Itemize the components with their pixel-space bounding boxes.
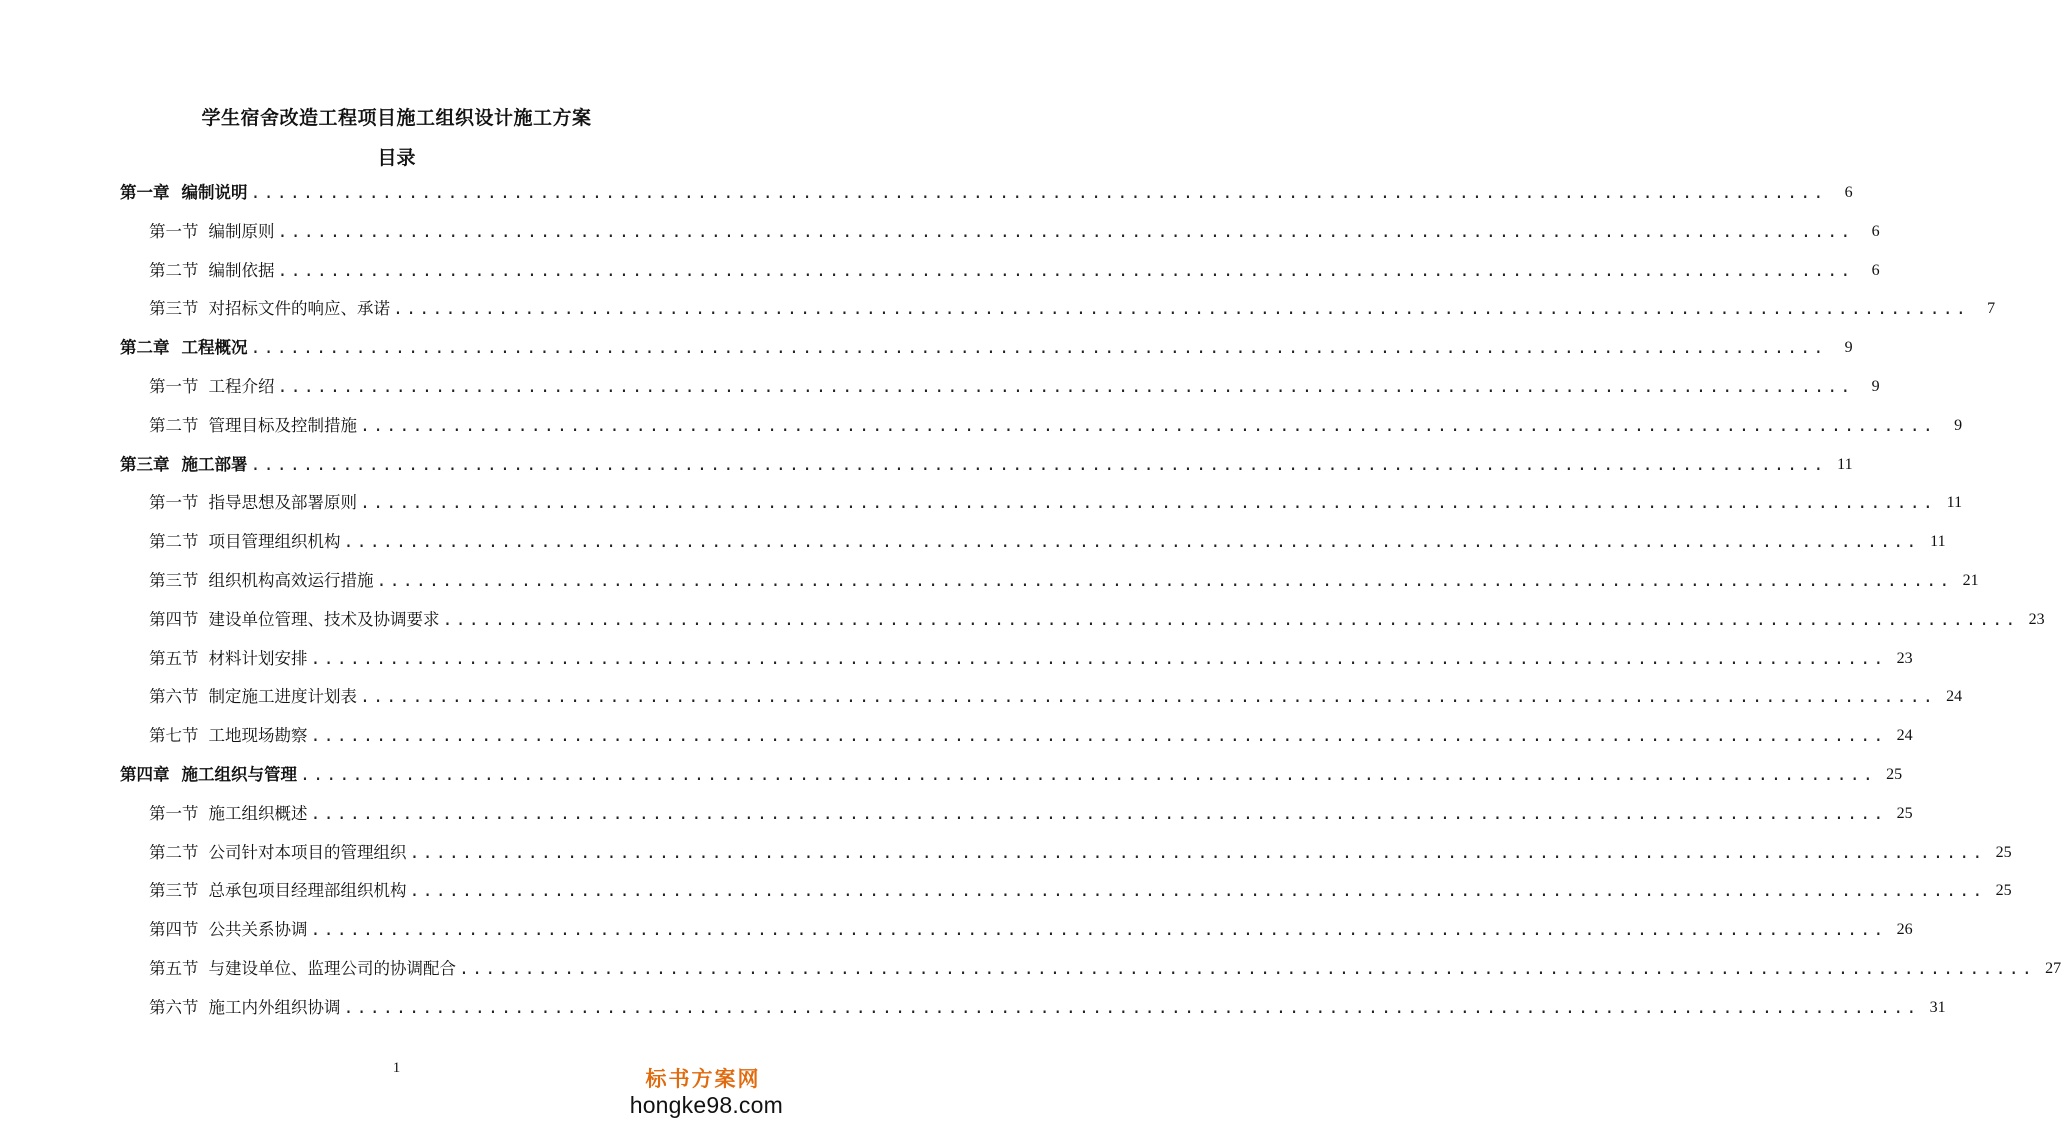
- toc-entry-page: 23: [1896, 649, 1913, 667]
- toc-entry-number: 第四节: [149, 609, 199, 629]
- toc-heading: 目录: [377, 147, 416, 169]
- toc-dot-leader: ........................................................................................................................: [310, 920, 1887, 940]
- toc-dot-leader: ........................................................................................................................: [277, 221, 1854, 241]
- toc-chapter-row: [120, 760, 1903, 790]
- toc-entry-label: 施工组织概述: [208, 803, 308, 823]
- toc-dot-leader: ........................................................................................................................: [277, 377, 1854, 396]
- toc-entry-page: 9: [1844, 339, 1853, 357]
- toc-dot-leader: ........................................................................................................................: [310, 726, 1887, 746]
- toc-entry-number: 第二章: [120, 338, 170, 358]
- toc-dot-leader: ........................................................................................................................: [250, 454, 1827, 474]
- toc-entry-number: 第二节: [149, 415, 199, 435]
- toc-entry-page: 27: [2045, 960, 2061, 977]
- toc-section-row: [149, 294, 1996, 324]
- toc-entry-page: 24: [1896, 727, 1913, 745]
- toc-section-row: [149, 644, 1913, 674]
- toc-entry-label: 工地现场勘察: [208, 726, 308, 746]
- toc-section-row: [149, 566, 1979, 596]
- toc-dot-leader: ........................................................................................................................: [409, 842, 1986, 862]
- toc-entry-label: 对招标文件的响应、承诺: [208, 299, 390, 319]
- toc-dot-leader: ........................................................................................................................: [360, 493, 1937, 513]
- toc-entry-label: 编制原则: [208, 221, 275, 241]
- toc-section-row: [149, 838, 2012, 868]
- toc-entry-number: 第四章: [120, 765, 170, 784]
- toc-entry-page: 25: [1995, 843, 2012, 861]
- toc-entry-label: 施工内外组织协调: [208, 997, 341, 1017]
- toc-entry-number: 第三章: [120, 454, 170, 474]
- toc-entry-label: 编制说明: [181, 183, 248, 202]
- toc-dot-leader: ........................................................................................................................: [360, 415, 1937, 435]
- toc-entry-number: 第一节: [149, 803, 199, 823]
- toc-entry-number: 第一节: [149, 221, 199, 241]
- toc-entry-page: 9: [1871, 378, 1880, 395]
- toc-chapter-row: [120, 178, 1853, 208]
- page-number: 1: [392, 1060, 401, 1076]
- toc-section-row: [149, 372, 1880, 402]
- toc-entry-number: 第五节: [149, 959, 199, 978]
- toc-section-row: [149, 605, 2045, 635]
- toc-section-row: [149, 682, 1963, 712]
- toc-entry-number: 第五节: [149, 648, 199, 668]
- toc-section-row: [149, 799, 1913, 829]
- toc-entry-number: 第二节: [149, 260, 199, 280]
- toc-entry-page: 11: [1837, 455, 1853, 473]
- toc-entry-page: 21: [1962, 572, 1979, 589]
- toc-section-row: [149, 488, 1963, 518]
- toc-entry-number: 第二节: [149, 532, 199, 552]
- toc-entry-label: 工程概况: [181, 338, 248, 358]
- toc-dot-leader: ........................................................................................................................: [376, 571, 1953, 590]
- toc-dot-leader: ........................................................................................................................: [343, 997, 1920, 1017]
- toc-dot-leader: ........................................................................................................................: [360, 687, 1937, 707]
- toc-dot-leader: ........................................................................................................................: [310, 648, 1887, 668]
- watermark-url: hongke98.com: [629, 1092, 783, 1118]
- toc-entry-page: 25: [1995, 882, 2012, 900]
- toc-entry-page: 11: [1930, 533, 1946, 551]
- toc-entry-number: 第六节: [149, 687, 199, 707]
- toc-entry-label: 指导思想及部署原则: [208, 493, 357, 513]
- toc-entry-number: 第一章: [120, 183, 170, 202]
- toc-entry-page: 31: [1929, 998, 1946, 1016]
- toc-section-row: [149, 876, 2012, 906]
- toc-dot-leader: ........................................................................................................................: [250, 183, 1827, 202]
- toc-section-row: [149, 527, 1946, 557]
- toc-entry-number: 第六节: [149, 997, 199, 1017]
- toc-entry-page: 6: [1871, 261, 1880, 279]
- toc-entry-label: 工程介绍: [208, 377, 275, 396]
- toc-dot-leader: ........................................................................................................................: [459, 959, 2036, 978]
- toc-entry-number: 第七节: [149, 726, 199, 746]
- toc-dot-leader: ........................................................................................................................: [310, 803, 1887, 823]
- toc-entry-label: 施工部署: [181, 454, 248, 474]
- toc-entry-number: 第三节: [149, 299, 199, 319]
- toc-entry-number: 第三节: [149, 571, 199, 590]
- toc-entry-number: 第一节: [149, 493, 199, 513]
- toc-entry-page: 25: [1886, 766, 1903, 783]
- toc-chapter-row: [120, 450, 1853, 480]
- watermark-name: 标书方案网: [645, 1066, 761, 1091]
- toc-entry-label: 与建设单位、监理公司的协调配合: [208, 959, 456, 978]
- toc-section-row: [149, 954, 2061, 984]
- toc-entry-number: 第二节: [149, 842, 199, 862]
- toc-entry-page: 9: [1954, 416, 1963, 434]
- watermark-logo: [583, 1066, 783, 1118]
- toc-entry-label: 制定施工进度计划表: [208, 687, 357, 707]
- toc-entry-label: 编制依据: [208, 260, 275, 280]
- toc-entry-page: 24: [1946, 688, 1963, 706]
- toc-entry-number: 第四节: [149, 920, 199, 940]
- toc-entry-label: 管理目标及控制措施: [208, 415, 357, 435]
- toc-dot-leader: ........................................................................................................................: [393, 299, 1970, 319]
- toc-entry-label: 公共关系协调: [208, 920, 308, 940]
- toc-section-row: [149, 915, 1913, 945]
- toc-entry-label: 施工组织与管理: [181, 765, 297, 784]
- toc-entry-label: 材料计划安排: [208, 648, 308, 668]
- toc-entry-page: 6: [1844, 184, 1853, 201]
- toc-dot-leader: ........................................................................................................................: [277, 260, 1854, 280]
- toc-entry-label: 项目管理组织机构: [208, 532, 341, 552]
- toc-entry-page: 23: [2028, 610, 2045, 628]
- toc-dot-leader: ........................................................................................................................: [343, 532, 1920, 552]
- toc-section-row: [149, 217, 1880, 247]
- toc-entry-label: 建设单位管理、技术及协调要求: [208, 609, 440, 629]
- document-title: 学生宿舍改造工程项目施工组织设计施工方案: [201, 107, 592, 129]
- toc-dot-leader: ........................................................................................................................: [250, 338, 1827, 358]
- toc-dot-leader: ........................................................................................................................: [442, 609, 2019, 629]
- toc-entry-label: 组织机构高效运行措施: [208, 571, 374, 590]
- toc-entry-label: 公司针对本项目的管理组织: [208, 842, 407, 862]
- toc-entry-number: 第一节: [149, 377, 199, 396]
- toc-section-row: [149, 993, 1946, 1023]
- toc-entry-page: 6: [1871, 222, 1880, 240]
- toc-dot-leader: ........................................................................................................................: [409, 881, 1986, 901]
- toc-entry-page: 7: [1987, 300, 1996, 318]
- toc-entry-page: 25: [1896, 804, 1913, 822]
- toc-entry-label: 总承包项目经理部组织机构: [208, 881, 407, 901]
- toc-section-row: [149, 256, 1880, 286]
- toc-chapter-row: [120, 333, 1853, 363]
- toc-dot-leader: ........................................................................................................................: [300, 765, 1877, 784]
- toc-entry-page: 11: [1946, 494, 1963, 512]
- toc-entry-number: 第三节: [149, 881, 199, 901]
- toc-section-row: [149, 411, 1963, 441]
- toc-entry-page: 26: [1896, 921, 1913, 939]
- toc-section-row: [149, 721, 1913, 751]
